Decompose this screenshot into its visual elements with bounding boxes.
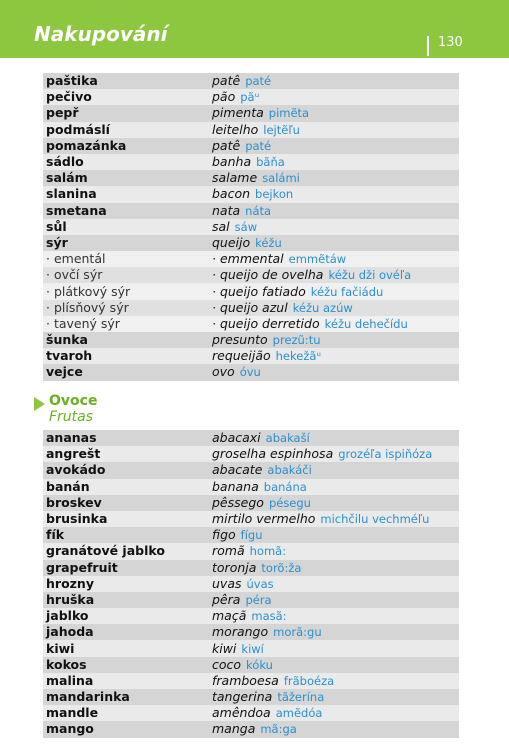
- pronunciation: tãžerína: [277, 690, 325, 705]
- vocab-row: [43, 479, 459, 495]
- vocab-row: [43, 624, 459, 640]
- vocab-row: [43, 283, 459, 299]
- czech-term: angrešt: [46, 446, 101, 462]
- page-title: Nakupování: [34, 22, 168, 46]
- czech-term: avokádo: [46, 462, 106, 478]
- czech-term: mandarinka: [46, 689, 130, 705]
- portuguese-term: maçã: [212, 608, 247, 624]
- pronunciation: masã:: [251, 609, 287, 624]
- vocab-row: [43, 332, 459, 348]
- vocab-row: [43, 186, 459, 202]
- portuguese-term: nata: [212, 202, 241, 218]
- vocab-row: [43, 105, 459, 121]
- vocab-row: [43, 705, 459, 721]
- page-number: 130: [438, 35, 463, 50]
- portuguese-term: morango: [212, 624, 269, 640]
- vocab-row: [43, 673, 459, 689]
- pronunciation: náta: [245, 203, 272, 218]
- portuguese-term: salame: [212, 170, 258, 186]
- vocab-row: [43, 640, 459, 656]
- czech-term: pečivo: [46, 89, 92, 105]
- czech-term: jahoda: [46, 624, 94, 640]
- czech-term: fík: [46, 527, 65, 543]
- pronunciation: pimẽta: [268, 106, 310, 121]
- vocab-row: [43, 511, 459, 527]
- pronunciation: emmẽtáw: [288, 252, 347, 267]
- portuguese-term: pimenta: [212, 105, 264, 121]
- czech-term: pomazánka: [46, 137, 127, 153]
- vocab-row: [43, 235, 459, 251]
- portuguese-term: ovo: [212, 364, 235, 380]
- czech-term: šunka: [46, 332, 88, 348]
- portuguese-term: tangerina: [212, 689, 273, 705]
- czech-term: podmáslí: [46, 121, 110, 137]
- portuguese-term: coco: [212, 656, 242, 672]
- pronunciation: fígu: [240, 528, 263, 543]
- portuguese-term: · emmental: [212, 251, 284, 267]
- pronunciation: banána: [263, 479, 307, 494]
- portuguese-term: presunto: [212, 332, 268, 348]
- czech-term: · ementál: [46, 251, 106, 267]
- czech-term: broskev: [46, 494, 102, 510]
- vocab-row: [43, 219, 459, 235]
- vocab-row: [43, 170, 459, 186]
- czech-term: ananas: [46, 430, 97, 446]
- czech-term: mandle: [46, 705, 99, 721]
- vocab-row: [43, 657, 459, 673]
- portuguese-term: abacate: [212, 462, 263, 478]
- pronunciation: hekežãᵘ: [275, 349, 322, 364]
- vocab-row: [43, 138, 459, 154]
- pronunciation: pãᵘ: [240, 90, 260, 105]
- vocab-row: [43, 300, 459, 316]
- portuguese-term: leitelho: [212, 121, 259, 137]
- pronunciation: grozéľa ispiňóza: [338, 447, 433, 462]
- czech-term: sýr: [46, 234, 68, 250]
- vocab-row: [43, 430, 459, 446]
- portuguese-term: uvas: [212, 575, 242, 591]
- pronunciation: abakaší: [265, 431, 310, 446]
- portuguese-term: toronja: [212, 559, 257, 575]
- czech-term: grapefruit: [46, 559, 118, 575]
- section-subtitle: Frutas: [49, 409, 94, 425]
- czech-term: kokos: [46, 656, 87, 672]
- pronunciation: kéžu azúw: [292, 300, 353, 315]
- pronunciation: paté: [245, 138, 272, 153]
- pronunciation: mã:ga: [260, 722, 297, 737]
- vocab-row: [43, 316, 459, 332]
- section-title: Ovoce: [49, 393, 98, 409]
- portuguese-term: · queijo azul: [212, 299, 288, 315]
- vocab-row: [43, 267, 459, 283]
- vocab-row: [43, 462, 459, 478]
- pronunciation: kéžu dži ovéľa: [328, 268, 412, 283]
- vocab-row: [43, 543, 459, 559]
- czech-term: smetana: [46, 202, 107, 218]
- pronunciation: kéžu dehečídu: [324, 316, 408, 331]
- czech-term: sádlo: [46, 154, 84, 170]
- czech-term: hruška: [46, 591, 95, 607]
- pronunciation: frãboéza: [283, 673, 335, 688]
- pronunciation: kéžu fačiádu: [310, 284, 384, 299]
- czech-term: sůl: [46, 218, 67, 234]
- vocab-row: [43, 689, 459, 705]
- pronunciation: bãňa: [256, 155, 285, 170]
- vocab-table-fruit: [43, 430, 459, 738]
- czech-term: pepř: [46, 105, 79, 121]
- pronunciation: morã:gu: [273, 625, 322, 640]
- czech-term: · plísňový sýr: [46, 299, 129, 315]
- portuguese-term: sal: [212, 218, 230, 234]
- czech-term: banán: [46, 478, 90, 494]
- pronunciation: abakáči: [267, 463, 312, 478]
- pronunciation: lejtẽľu: [263, 122, 300, 137]
- vocab-row: [43, 364, 459, 380]
- portuguese-term: queijo: [212, 234, 251, 250]
- vocab-row: [43, 446, 459, 462]
- pronunciation: torõ:ža: [261, 560, 302, 575]
- vocab-table-groceries: [43, 73, 459, 381]
- czech-term: tvaroh: [46, 348, 93, 364]
- portuguese-term: abacaxi: [212, 430, 261, 446]
- czech-term: kiwi: [46, 640, 75, 656]
- pronunciation: óvu: [239, 365, 261, 380]
- pronunciation: michčilu vechméľu: [320, 512, 430, 527]
- pronunciation: úvas: [246, 576, 274, 591]
- portuguese-term: · queijo de ovelha: [212, 267, 324, 283]
- pronunciation: kóku: [246, 657, 273, 672]
- portuguese-term: banana: [212, 478, 259, 494]
- portuguese-term: pão: [212, 89, 236, 105]
- vocab-row: [43, 592, 459, 608]
- vocab-row: [43, 560, 459, 576]
- page-header: [0, 0, 509, 58]
- czech-term: malina: [46, 672, 94, 688]
- vocab-row: [43, 122, 459, 138]
- pronunciation: homã:: [249, 544, 287, 559]
- triangle-arrow-icon: [34, 397, 45, 411]
- vocab-row: [43, 348, 459, 364]
- portuguese-term: · queijo fatiado: [212, 283, 306, 299]
- portuguese-term: figo: [212, 527, 236, 543]
- portuguese-term: pêssego: [212, 494, 264, 510]
- portuguese-term: bacon: [212, 186, 251, 202]
- pronunciation: kiwí: [241, 641, 264, 656]
- vocab-row: [43, 608, 459, 624]
- czech-term: salám: [46, 170, 88, 186]
- portuguese-term: romã: [212, 543, 245, 559]
- vocab-row: [43, 203, 459, 219]
- czech-term: granátové jablko: [46, 543, 165, 559]
- czech-term: · tavený sýr: [46, 315, 120, 331]
- pronunciation: kéžu: [255, 235, 282, 250]
- pronunciation: prezũ:tu: [272, 333, 321, 348]
- vocab-row: [43, 527, 459, 543]
- czech-term: brusinka: [46, 511, 108, 527]
- pronunciation: sáw: [234, 219, 258, 234]
- portuguese-term: groselha espinhosa: [212, 446, 334, 462]
- portuguese-term: banha: [212, 154, 252, 170]
- pronunciation: paté: [245, 74, 272, 89]
- vocab-row: [43, 154, 459, 170]
- portuguese-term: pêra: [212, 591, 241, 607]
- portuguese-term: amêndoa: [212, 705, 271, 721]
- czech-term: mango: [46, 721, 94, 737]
- vocab-row: [43, 495, 459, 511]
- vocab-row: [43, 721, 459, 737]
- pronunciation: amẽdóa: [275, 706, 323, 721]
- vocab-row: [43, 576, 459, 592]
- portuguese-term: requeijão: [212, 348, 271, 364]
- portuguese-term: mirtilo vermelho: [212, 511, 316, 527]
- vocab-row: [43, 251, 459, 267]
- portuguese-term: manga: [212, 721, 256, 737]
- czech-term: jablko: [46, 608, 89, 624]
- header-divider: [427, 36, 429, 56]
- vocab-row: [43, 89, 459, 105]
- vocab-row: [43, 73, 459, 89]
- czech-term: vejce: [46, 364, 83, 380]
- portuguese-term: patê: [212, 73, 241, 89]
- pronunciation: salámi: [262, 171, 300, 186]
- portuguese-term: patê: [212, 137, 241, 153]
- pronunciation: péra: [245, 592, 272, 607]
- portuguese-term: · queijo derretido: [212, 315, 320, 331]
- portuguese-term: framboesa: [212, 672, 279, 688]
- czech-term: · plátkový sýr: [46, 283, 131, 299]
- pronunciation: pésegu: [268, 495, 311, 510]
- pronunciation: bejkon: [255, 187, 294, 202]
- czech-term: · ovčí sýr: [46, 267, 103, 283]
- czech-term: hrozny: [46, 575, 94, 591]
- czech-term: paštika: [46, 73, 98, 89]
- czech-term: slanina: [46, 186, 97, 202]
- portuguese-term: kiwi: [212, 640, 237, 656]
